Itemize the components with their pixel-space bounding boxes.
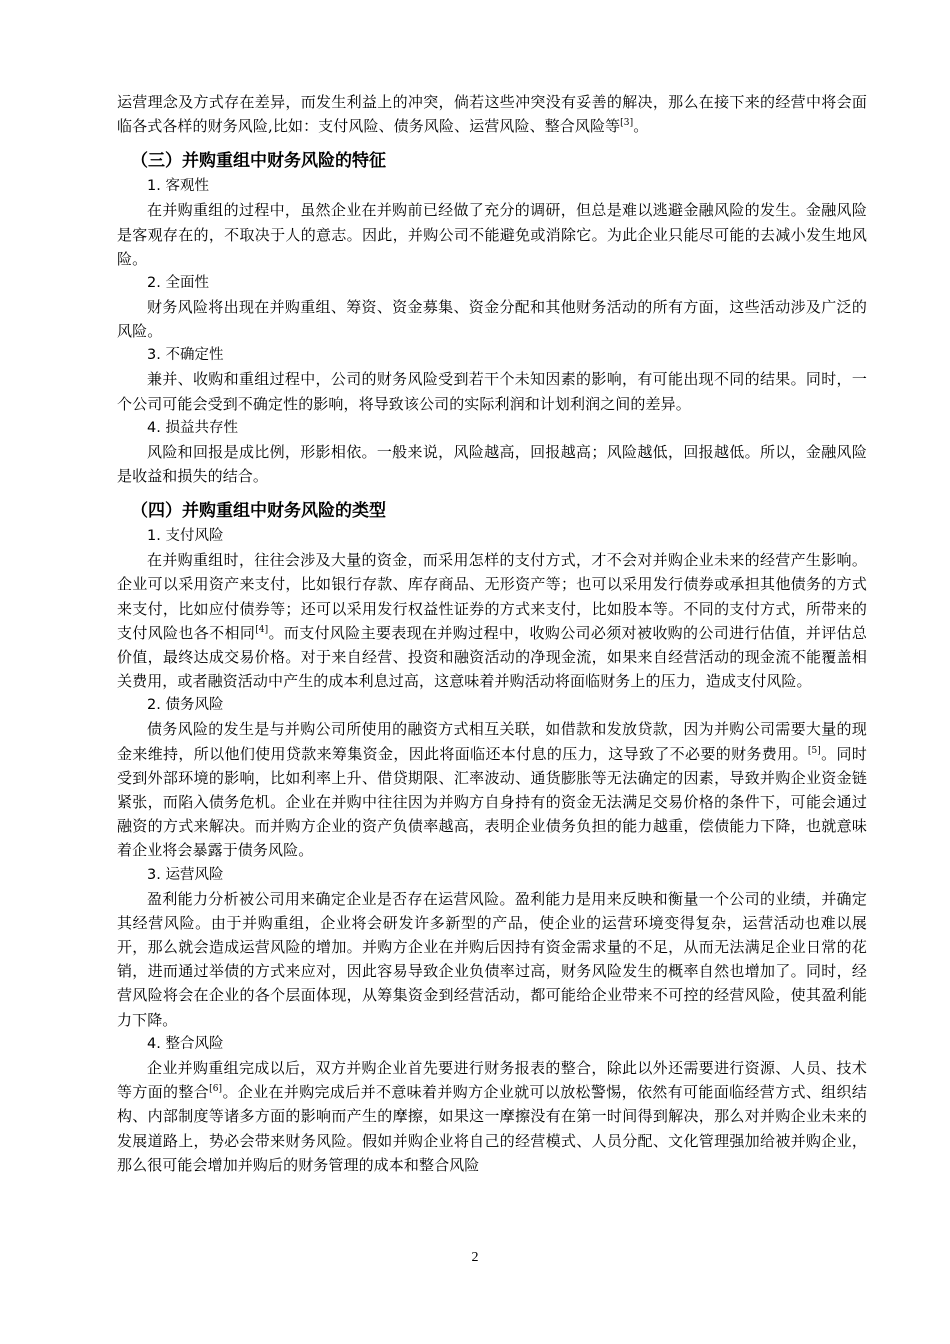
section-4-item-1-body [117, 548, 867, 693]
document-page [117, 90, 867, 1177]
section-3-item-1-body: 在并购重组的过程中，虽然企业在并购前已经做了充分的调研，但总是难以逃避金融风险的发生。金融风险是客观存在的，不取决于人的意志。因此，并购公司不能避免或消除它。为此企业只能尽可能的去减小发生地风险。 [117, 201, 867, 268]
body-text-a: 盈利能力分析被公司用来确定企业是否存在运营风险。盈利能力是用来反映和衡量一个公司的业绩，并确定其经营风险。由于并购重组，企业将会研发许多新型的产品，使企业的运营环境变得复杂，运营活动也难以展开，那么就会造成运营风险的增加。并购方企业在并购后因持有资金需求量的不足，从而无法满足企业日常的花销，进而通过举债的方式来应对，因此容易导致企业负债率过高，财务风险发生的概率自然也增加了。同时，经营风险将会在企业的各个层面体现，从筹集资金到经营活动，都可能给企业带来不可控的经营风险，使其盈利能力下降。 [117, 889, 867, 1029]
section-4-item-1-title: 1. 支付风险 [147, 528, 224, 545]
body-text-b: 。同时受到外部环境的影响，比如利率上升、借贷期限、汇率波动、通货膨胀等无法确定的因素，导致并购企业资金链紧张，而陷入债务危机。企业在并购中往往因为并购方自身持有的资金无法满足交易价格的条件下，可能会通过融资的方式来解决。而并购方企业的资产负债率越高，表明企业债务负担的能力越重，偿债能力下降，也就意味着企业将会暴露于债务风险。 [117, 744, 867, 860]
intro-tail: 。 [633, 117, 649, 136]
body-text-b: 。而支付风险主要表现在并购过程中，收购公司必须对被收购的公司进行估值，并评估总价值，最终达成交易价格。对于来自经营、投资和融资活动的净现金流，如果来自经营活动的现金流不能覆盖相关费用，或者融资活动中产生的成本利息过高，这意味着并购活动将面临财务上的压力，造成支付风险。 [117, 623, 868, 691]
intro-paragraph [117, 90, 867, 138]
citation-3: [3] [620, 118, 634, 129]
section-4-item-4-body [117, 1056, 867, 1177]
section-3-item-1-title: 1. 客观性 [147, 178, 209, 195]
section-4-item-2-body [117, 717, 867, 862]
citation-4: [4] [255, 624, 269, 635]
body-text-a: 企业并购重组完成以后，双方并购企业首先要进行财务报表的整合，除此以外还需要进行资源、人员、技术等方面的整合 [117, 1058, 867, 1102]
section-4-item-4-title: 4. 整合风险 [147, 1035, 224, 1052]
section-3-item-3-body: 兼并、收购和重组过程中，公司的财务风险受到若干个未知因素的影响，有可能出现不同的结果。同时，一个公司可能会受到不确定性的影响，将导致该公司的实际利润和计划利润之间的差异。 [117, 370, 867, 413]
section-3-item-2-title: 2. 全面性 [147, 275, 209, 292]
section-3-item-2-body: 财务风险将出现在并购重组、筹资、资金募集、资金分配和其他财务活动的所有方面，这些活动涉及广泛的风险。 [117, 298, 867, 341]
citation-5: [5] [807, 745, 821, 756]
body-text-a: 在并购重组时，往往会涉及大量的资金，而采用怎样的支付方式，才不会对并购企业未来的经营产生影响。企业可以采用资产来支付，比如银行存款、库存商品、无形资产等；也可以采用发行债券或承担其他债务的方式来支付，比如应付债券等；还可以采用发行权益性证券的方式来支付，比如股本等。不同的支付方式，所带来的支付风险也各不相同 [117, 551, 867, 642]
citation-6: [6] [209, 1084, 223, 1095]
section-4-item-2-title: 2. 债务风险 [147, 697, 224, 714]
section-3-heading: （三）并购重组中财务风险的特征 [131, 151, 386, 172]
page-number: 2 [471, 1250, 479, 1265]
section-3-item-4-title: 4. 损益共存性 [147, 419, 238, 436]
section-4-item-3-title: 3. 运营风险 [147, 866, 224, 883]
body-text-a: 债务风险的发生是与并购公司所使用的融资方式相互关联，如借款和发放贷款，因为并购公司需要大量的现金来维持，所以他们使用贷款来筹集资金，因此将面临还本付息的压力，这导致了不必要的财务费用。 [117, 720, 867, 763]
section-4-item-3-body [117, 887, 867, 1032]
section-3-item-4-body: 风险和回报是成比例，形影相依。一般来说，风险越高，回报越高；风险越低，回报越低。所以，金融风险是收益和损失的结合。 [117, 442, 867, 486]
intro-text: 运营理念及方式存在差异，而发生利益上的冲突，倘若这些冲突没有妥善的解决，那么在接下来的经营中将会面临各式各样的财务风险,比如：支付风险、债务风险、运营风险、整合风险等 [117, 93, 867, 136]
section-4-heading: （四）并购重组中财务风险的类型 [131, 501, 386, 522]
body-text-b: 。企业在并购完成后并不意味着并购方企业就可以放松警惕，依然有可能面临经营方式、组织结构、内部制度等诸多方面的影响而产生的摩擦，如果这一摩擦没有在第一时间得到解决，那么对并购企业未来的发展道路上，势必会带来财务风险。假如并购企业将自己的经营模式、人员分配、文化管理强加给被并购企业，那么很可能会增加并购后的财务管理的成本和整合风险 [117, 1083, 867, 1174]
section-3-item-3-title: 3. 不确定性 [147, 347, 224, 364]
